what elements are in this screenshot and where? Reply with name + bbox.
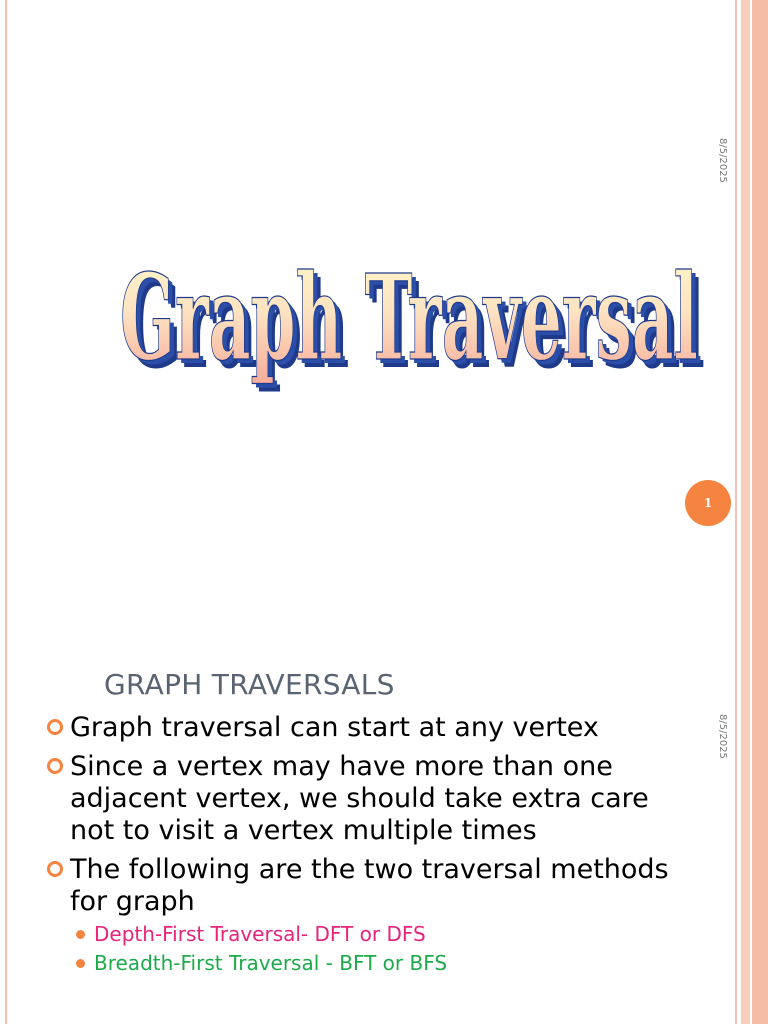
sub-bullet-dft	[70, 920, 684, 949]
dot-bullet-icon	[76, 959, 85, 968]
bullet-list	[44, 712, 684, 985]
wordart-shadow: Graph Traversal	[127, 256, 705, 395]
slide-number-badge: 1	[685, 480, 731, 526]
bullet-item	[44, 712, 684, 744]
sub-bullet-text: Depth-First Traversal- DFT or DFS	[94, 922, 426, 946]
sub-bullet-list	[70, 920, 684, 978]
wordart-face: Graph Traversal	[120, 248, 698, 387]
bullet-item	[44, 854, 684, 978]
slide-date: 8/5/2025	[717, 714, 728, 759]
bullet-item	[44, 751, 684, 847]
ring-bullet-icon	[47, 758, 63, 774]
bullet-text: Graph traversal can start at any vertex	[70, 712, 599, 743]
dot-bullet-icon	[76, 930, 85, 939]
ring-bullet-icon	[47, 719, 63, 735]
bullet-text: The following are the two traversal methods for graph	[70, 854, 669, 917]
sub-bullet-bft	[70, 949, 684, 978]
bullet-text: Since a vertex may have more than one adjacent vertex, we should take extra care not to visit a vertex multiple times	[70, 751, 649, 846]
wordart-extrusion: Graph Traversal	[124, 252, 702, 391]
slide-title: GRAPH TRAVERSALS	[104, 668, 395, 701]
ring-bullet-icon	[47, 861, 63, 877]
sub-bullet-text: Breadth-First Traversal - BFT or BFS	[94, 951, 448, 975]
wordart-title	[118, 195, 718, 405]
slide-date: 8/5/2025	[717, 138, 728, 183]
